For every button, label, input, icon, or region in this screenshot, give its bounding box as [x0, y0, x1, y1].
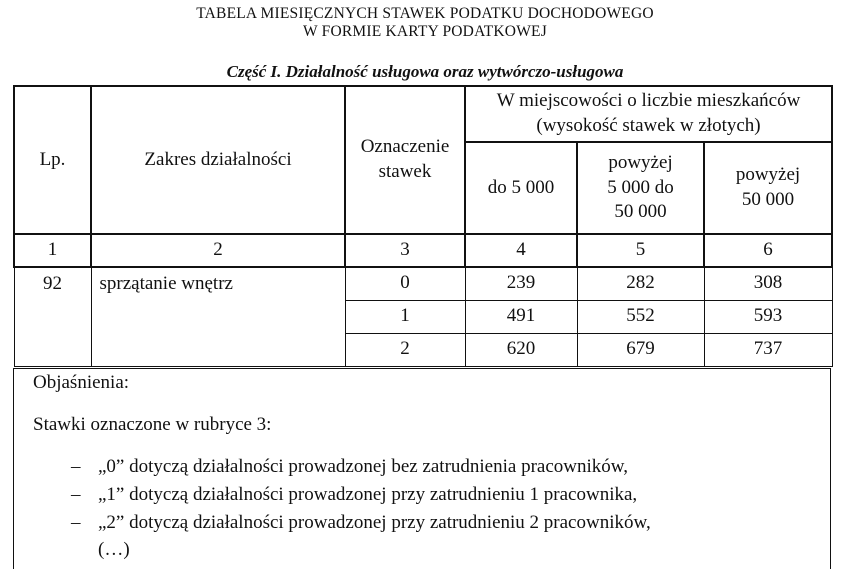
header-rate-code-line-1: Oznaczenie: [360, 136, 450, 158]
rate-value-cell: 593: [704, 300, 832, 333]
column-number: 1: [14, 234, 91, 267]
header-population-line-1: W miejscowości o liczbie mieszkańców: [496, 90, 801, 112]
header-activity-scope: Zakres działalności: [91, 86, 345, 234]
rate-value-cell: 308: [704, 267, 832, 300]
explanation-text: „0” dotyczą działalności prowadzonej bez zatrudnienia pracowników,: [98, 456, 629, 477]
dash-bullet: –: [71, 512, 81, 533]
explanations-box: [13, 368, 831, 569]
header-col-5000-50000: [577, 142, 704, 234]
rate-code-cell: 2: [345, 333, 465, 366]
header-col5-line-3: 50 000: [614, 201, 667, 223]
column-number: 5: [577, 234, 704, 267]
table-row: [14, 267, 832, 300]
rate-value-cell: 620: [465, 333, 577, 366]
header-lp: Lp.: [14, 86, 91, 234]
column-number: 3: [345, 234, 465, 267]
rate-value-cell: 552: [577, 300, 704, 333]
rate-code-cell: 0: [345, 267, 465, 300]
header-col5-line-1: powyżej: [608, 151, 673, 173]
row-activity: sprzątanie wnętrz: [91, 267, 345, 366]
rate-value-cell: 679: [577, 333, 704, 366]
header-col5-line-2: 5 000 do: [607, 176, 674, 198]
document-title-line-2: W FORMIE KARTY PODATKOWEJ: [303, 23, 547, 40]
dash-bullet: –: [71, 484, 81, 505]
document-title-line-1: TABELA MIESIĘCZNYCH STAWEK PODATKU DOCHODOWEGO: [196, 5, 654, 22]
header-col6-line-2: 50 000: [741, 189, 795, 210]
header-col-up-to-5000: do 5 000: [465, 142, 577, 234]
explanation-text: „2” dotyczą działalności prowadzonej przy zatrudnieniu 2 pracowników,: [98, 512, 651, 533]
header-rate-code-line-2: stawek: [378, 161, 432, 182]
header-rate-code: [345, 86, 465, 234]
column-number-row: [14, 234, 832, 267]
dash-bullet: –: [71, 456, 81, 477]
header-col6-line-1: powyżej: [735, 164, 801, 186]
header-population-line-2: (wysokość stawek w złotych): [536, 115, 761, 136]
rate-value-cell: 239: [465, 267, 577, 300]
column-number: 4: [465, 234, 577, 267]
explanation-text: „1” dotyczą działalności prowadzonej przy zatrudnieniu 1 pracownika,: [98, 484, 638, 505]
explanations-heading: Objaśnienia:: [33, 372, 130, 393]
rate-value-cell: 491: [465, 300, 577, 333]
ellipsis: (…): [98, 539, 130, 560]
rate-value-cell: 282: [577, 267, 704, 300]
row-lp: 92: [14, 267, 91, 366]
header-population-group: [465, 86, 832, 142]
rate-value-cell: 737: [704, 333, 832, 366]
rate-code-cell: 1: [345, 300, 465, 333]
explanations-intro: Stawki oznaczone w rubryce 3:: [33, 414, 272, 435]
tax-rate-table: [13, 85, 833, 367]
column-number: 6: [704, 234, 832, 267]
column-number: 2: [91, 234, 345, 267]
section-title: Część I. Działalność usługowa oraz wytwórczo-usługowa: [226, 62, 624, 81]
header-col-over-50000: [704, 142, 832, 234]
